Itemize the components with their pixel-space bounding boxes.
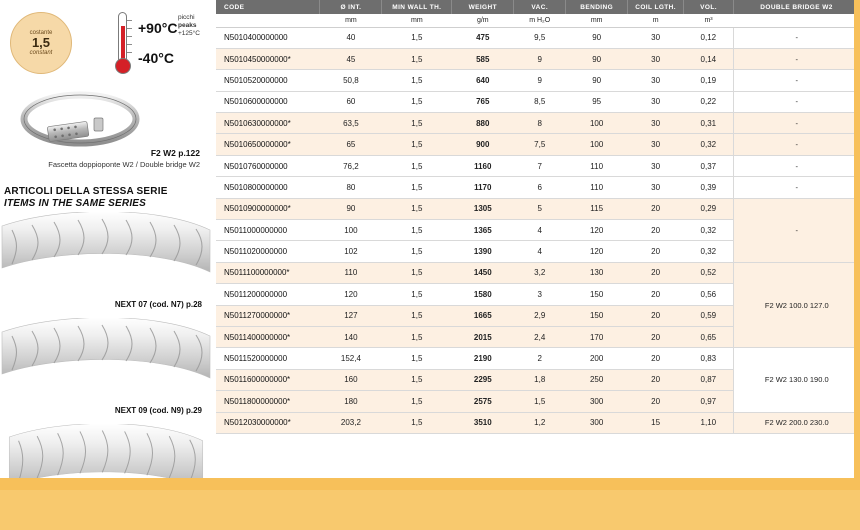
cell-double-bridge-w2: - bbox=[734, 91, 860, 112]
cell-coil-length: 20 bbox=[628, 326, 684, 347]
cell-min-wall-thickness: 1,5 bbox=[382, 348, 452, 369]
table-row bbox=[216, 262, 860, 283]
cell-volume: 0,29 bbox=[684, 198, 734, 219]
cell-internal-diameter: 90 bbox=[320, 198, 382, 219]
temperature-peaks bbox=[178, 14, 200, 38]
cell-double-bridge-w2: - bbox=[734, 134, 860, 155]
cell-vacuum: 2,9 bbox=[514, 305, 566, 326]
cell-vacuum: 2,4 bbox=[514, 326, 566, 347]
cell-volume: 0,37 bbox=[684, 155, 734, 176]
cell-bending: 300 bbox=[566, 391, 628, 412]
cell-product-code: N5010800000000 bbox=[216, 177, 320, 198]
table-units-row bbox=[216, 14, 860, 27]
unit-vacuum: m H₂O bbox=[514, 14, 566, 27]
bottom-color-band bbox=[0, 478, 860, 530]
cell-volume: 0,39 bbox=[684, 177, 734, 198]
cell-weight: 2295 bbox=[452, 369, 514, 390]
cell-product-code: N5011270000000* bbox=[216, 305, 320, 326]
cell-weight: 2015 bbox=[452, 326, 514, 347]
cell-weight: 1580 bbox=[452, 284, 514, 305]
cell-min-wall-thickness: 1,5 bbox=[382, 284, 452, 305]
cell-bending: 120 bbox=[566, 220, 628, 241]
cell-vacuum: 1,5 bbox=[514, 391, 566, 412]
cell-internal-diameter: 65 bbox=[320, 134, 382, 155]
cell-min-wall-thickness: 1,5 bbox=[382, 391, 452, 412]
cell-volume: 0,65 bbox=[684, 326, 734, 347]
cell-bending: 120 bbox=[566, 241, 628, 262]
cell-volume: 0,22 bbox=[684, 91, 734, 112]
cell-product-code: N5011600000000* bbox=[216, 369, 320, 390]
table-body bbox=[216, 27, 860, 433]
cell-double-bridge-w2: - bbox=[734, 70, 860, 91]
products-table bbox=[216, 0, 860, 434]
cell-double-bridge-w2: - bbox=[734, 113, 860, 134]
cell-min-wall-thickness: 1,5 bbox=[382, 369, 452, 390]
cell-product-code: N5010520000000 bbox=[216, 70, 320, 91]
table-row bbox=[216, 91, 860, 112]
cell-vacuum: 1,2 bbox=[514, 412, 566, 433]
cell-bending: 250 bbox=[566, 369, 628, 390]
cell-bending: 100 bbox=[566, 113, 628, 134]
cell-min-wall-thickness: 1,5 bbox=[382, 326, 452, 347]
cell-volume: 0,12 bbox=[684, 27, 734, 48]
cell-product-code: N5010400000000 bbox=[216, 27, 320, 48]
cell-volume: 1,10 bbox=[684, 412, 734, 433]
cell-weight: 900 bbox=[452, 134, 514, 155]
table-row bbox=[216, 113, 860, 134]
cell-internal-diameter: 110 bbox=[320, 262, 382, 283]
constant-badge bbox=[10, 12, 72, 74]
cell-weight: 3510 bbox=[452, 412, 514, 433]
cell-double-bridge-w2: - bbox=[734, 27, 860, 48]
cell-volume: 0,52 bbox=[684, 262, 734, 283]
cell-product-code: N5011400000000* bbox=[216, 326, 320, 347]
products-table-container bbox=[216, 0, 860, 434]
col-header-weight: WEIGHT bbox=[452, 0, 514, 14]
cell-double-bridge-w2: - bbox=[734, 177, 860, 198]
cell-internal-diameter: 160 bbox=[320, 369, 382, 390]
cell-internal-diameter: 76,2 bbox=[320, 155, 382, 176]
cell-internal-diameter: 45 bbox=[320, 48, 382, 69]
cell-vacuum: 2 bbox=[514, 348, 566, 369]
badge-top-label: costante bbox=[29, 29, 53, 36]
cell-coil-length: 20 bbox=[628, 391, 684, 412]
hose-illustration-next07 bbox=[0, 212, 212, 298]
cell-product-code: N5011000000000 bbox=[216, 220, 320, 241]
cell-bending: 90 bbox=[566, 70, 628, 91]
cell-vacuum: 6 bbox=[514, 177, 566, 198]
col-header-volume: VOL. bbox=[684, 0, 734, 14]
cell-bending: 150 bbox=[566, 284, 628, 305]
cell-product-code: N5010650000000* bbox=[216, 134, 320, 155]
cell-vacuum: 4 bbox=[514, 220, 566, 241]
cell-double-bridge-w2: F2 W2 100.0 127.0 bbox=[734, 262, 860, 348]
cell-vacuum: 9 bbox=[514, 48, 566, 69]
right-edge-accent-bar bbox=[854, 0, 860, 478]
cell-min-wall-thickness: 1,5 bbox=[382, 70, 452, 91]
cell-product-code: N5010600000000 bbox=[216, 91, 320, 112]
cell-min-wall-thickness: 1,5 bbox=[382, 262, 452, 283]
cell-min-wall-thickness: 1,5 bbox=[382, 48, 452, 69]
unit-weight: g/m bbox=[452, 14, 514, 27]
cell-volume: 0,14 bbox=[684, 48, 734, 69]
peaks-label-it: picchi bbox=[178, 14, 195, 21]
cell-vacuum: 7,5 bbox=[514, 134, 566, 155]
cell-bending: 130 bbox=[566, 262, 628, 283]
unit-min-wall-thickness: mm bbox=[382, 14, 452, 27]
clamp-caption-page-ref: F2 W2 p.122 bbox=[150, 148, 200, 158]
cell-vacuum: 8,5 bbox=[514, 91, 566, 112]
table-row bbox=[216, 198, 860, 219]
bottom-color-band-inner bbox=[0, 490, 860, 530]
cell-volume: 0,32 bbox=[684, 220, 734, 241]
cell-internal-diameter: 80 bbox=[320, 177, 382, 198]
col-header-vacuum: VAC. bbox=[514, 0, 566, 14]
cell-coil-length: 20 bbox=[628, 198, 684, 219]
cell-vacuum: 4 bbox=[514, 241, 566, 262]
unit-code bbox=[216, 14, 320, 27]
table-row bbox=[216, 48, 860, 69]
cell-double-bridge-w2: - bbox=[734, 155, 860, 176]
cell-product-code: N5011020000000 bbox=[216, 241, 320, 262]
cell-product-code: N5011800000000* bbox=[216, 391, 320, 412]
clamp-caption-description: Fascetta doppioponte W2 / Double bridge W2 bbox=[48, 160, 200, 169]
cell-bending: 90 bbox=[566, 48, 628, 69]
series-title-en: ITEMS IN THE SAME SERIES bbox=[4, 198, 147, 209]
cell-weight: 1305 bbox=[452, 198, 514, 219]
unit-coil-length: m bbox=[628, 14, 684, 27]
cell-weight: 585 bbox=[452, 48, 514, 69]
cell-double-bridge-w2: - bbox=[734, 198, 860, 262]
cell-volume: 0,59 bbox=[684, 305, 734, 326]
cell-volume: 0,87 bbox=[684, 369, 734, 390]
cell-weight: 1160 bbox=[452, 155, 514, 176]
cell-coil-length: 20 bbox=[628, 305, 684, 326]
cell-product-code: N5010760000000 bbox=[216, 155, 320, 176]
temperature-high: +90°C bbox=[138, 20, 178, 36]
unit-double-bridge-w2 bbox=[734, 14, 860, 27]
hose-illustration-next09 bbox=[0, 318, 212, 404]
cell-vacuum: 8 bbox=[514, 113, 566, 134]
cell-min-wall-thickness: 1,5 bbox=[382, 412, 452, 433]
cell-volume: 0,83 bbox=[684, 348, 734, 369]
cell-coil-length: 20 bbox=[628, 348, 684, 369]
table-row bbox=[216, 27, 860, 48]
cell-coil-length: 15 bbox=[628, 412, 684, 433]
unit-volume: m³ bbox=[684, 14, 734, 27]
cell-bending: 100 bbox=[566, 134, 628, 155]
cell-product-code: N5010900000000* bbox=[216, 198, 320, 219]
double-bridge-clamp-illustration bbox=[10, 88, 160, 150]
cell-double-bridge-w2: F2 W2 200.0 230.0 bbox=[734, 412, 860, 433]
cell-min-wall-thickness: 1,5 bbox=[382, 113, 452, 134]
badge-value: 1,5 bbox=[31, 35, 51, 51]
hose-label-next07: NEXT 07 (cod. N7) p.28 bbox=[114, 300, 202, 309]
cell-weight: 640 bbox=[452, 70, 514, 91]
table-row bbox=[216, 348, 860, 369]
cell-coil-length: 30 bbox=[628, 27, 684, 48]
cell-bending: 90 bbox=[566, 27, 628, 48]
cell-coil-length: 30 bbox=[628, 177, 684, 198]
cell-internal-diameter: 40 bbox=[320, 27, 382, 48]
cell-vacuum: 3,2 bbox=[514, 262, 566, 283]
cell-internal-diameter: 152,4 bbox=[320, 348, 382, 369]
cell-volume: 0,32 bbox=[684, 241, 734, 262]
cell-vacuum: 9,5 bbox=[514, 27, 566, 48]
cell-volume: 0,32 bbox=[684, 134, 734, 155]
table-row bbox=[216, 70, 860, 91]
cell-coil-length: 30 bbox=[628, 91, 684, 112]
col-header-coil-length: COIL LGTH. bbox=[628, 0, 684, 14]
cell-bending: 150 bbox=[566, 305, 628, 326]
cell-coil-length: 20 bbox=[628, 220, 684, 241]
table-row bbox=[216, 155, 860, 176]
col-header-min-wall-thickness: MIN WALL TH. bbox=[382, 0, 452, 14]
table-row bbox=[216, 177, 860, 198]
cell-double-bridge-w2: F2 W2 130.0 190.0 bbox=[734, 348, 860, 412]
cell-coil-length: 20 bbox=[628, 369, 684, 390]
table-header-row bbox=[216, 0, 860, 14]
cell-coil-length: 20 bbox=[628, 241, 684, 262]
cell-internal-diameter: 63,5 bbox=[320, 113, 382, 134]
cell-internal-diameter: 60 bbox=[320, 91, 382, 112]
cell-bending: 115 bbox=[566, 198, 628, 219]
cell-bending: 110 bbox=[566, 177, 628, 198]
temperature-low: -40°C bbox=[138, 50, 174, 66]
unit-internal-diameter: mm bbox=[320, 14, 382, 27]
table-row bbox=[216, 412, 860, 433]
cell-coil-length: 30 bbox=[628, 113, 684, 134]
cell-volume: 0,19 bbox=[684, 70, 734, 91]
col-header-code: CODE bbox=[216, 0, 320, 14]
cell-vacuum: 1,8 bbox=[514, 369, 566, 390]
cell-vacuum: 7 bbox=[514, 155, 566, 176]
cell-coil-length: 30 bbox=[628, 48, 684, 69]
cell-weight: 765 bbox=[452, 91, 514, 112]
cell-weight: 1390 bbox=[452, 241, 514, 262]
cell-min-wall-thickness: 1,5 bbox=[382, 198, 452, 219]
cell-min-wall-thickness: 1,5 bbox=[382, 91, 452, 112]
cell-internal-diameter: 50,8 bbox=[320, 70, 382, 91]
cell-volume: 0,97 bbox=[684, 391, 734, 412]
cell-coil-length: 20 bbox=[628, 262, 684, 283]
cell-weight: 2190 bbox=[452, 348, 514, 369]
cell-internal-diameter: 100 bbox=[320, 220, 382, 241]
unit-bending: mm bbox=[566, 14, 628, 27]
cell-product-code: N5011100000000* bbox=[216, 262, 320, 283]
cell-product-code: N5010630000000* bbox=[216, 113, 320, 134]
table-row bbox=[216, 134, 860, 155]
left-info-column bbox=[0, 0, 216, 530]
cell-volume: 0,56 bbox=[684, 284, 734, 305]
col-header-internal-diameter: Ø INT. bbox=[320, 0, 382, 14]
cell-weight: 1365 bbox=[452, 220, 514, 241]
cell-internal-diameter: 203,2 bbox=[320, 412, 382, 433]
cell-min-wall-thickness: 1,5 bbox=[382, 220, 452, 241]
cell-vacuum: 3 bbox=[514, 284, 566, 305]
peaks-value: +125°C bbox=[178, 30, 200, 38]
cell-min-wall-thickness: 1,5 bbox=[382, 177, 452, 198]
cell-internal-diameter: 102 bbox=[320, 241, 382, 262]
cell-internal-diameter: 180 bbox=[320, 391, 382, 412]
col-header-double-bridge-w2: DOUBLE BRIDGE W2 bbox=[734, 0, 860, 14]
cell-min-wall-thickness: 1,5 bbox=[382, 27, 452, 48]
cell-bending: 170 bbox=[566, 326, 628, 347]
cell-bending: 300 bbox=[566, 412, 628, 433]
cell-weight: 2575 bbox=[452, 391, 514, 412]
cell-min-wall-thickness: 1,5 bbox=[382, 134, 452, 155]
cell-coil-length: 30 bbox=[628, 155, 684, 176]
cell-weight: 1170 bbox=[452, 177, 514, 198]
cell-internal-diameter: 120 bbox=[320, 284, 382, 305]
cell-coil-length: 20 bbox=[628, 284, 684, 305]
cell-product-code: N5011520000000 bbox=[216, 348, 320, 369]
cell-coil-length: 30 bbox=[628, 134, 684, 155]
cell-double-bridge-w2: - bbox=[734, 48, 860, 69]
cell-min-wall-thickness: 1,5 bbox=[382, 155, 452, 176]
cell-weight: 1665 bbox=[452, 305, 514, 326]
cell-bending: 110 bbox=[566, 155, 628, 176]
cell-vacuum: 5 bbox=[514, 198, 566, 219]
cell-weight: 1450 bbox=[452, 262, 514, 283]
badge-bottom-label: constant bbox=[29, 49, 53, 56]
series-title-it: ARTICOLI DELLA STESSA SERIE bbox=[4, 186, 168, 197]
cell-weight: 880 bbox=[452, 113, 514, 134]
cell-product-code: N5012030000000* bbox=[216, 412, 320, 433]
cell-vacuum: 9 bbox=[514, 70, 566, 91]
cell-bending: 200 bbox=[566, 348, 628, 369]
cell-min-wall-thickness: 1,5 bbox=[382, 305, 452, 326]
cell-coil-length: 30 bbox=[628, 70, 684, 91]
hose-label-next09: NEXT 09 (cod. N9) p.29 bbox=[114, 406, 202, 415]
cell-bending: 95 bbox=[566, 91, 628, 112]
cell-volume: 0,31 bbox=[684, 113, 734, 134]
peaks-label-en: peaks bbox=[178, 22, 197, 30]
cell-product-code: N5010450000000* bbox=[216, 48, 320, 69]
cell-weight: 475 bbox=[452, 27, 514, 48]
col-header-bending: BENDING bbox=[566, 0, 628, 14]
cell-min-wall-thickness: 1,5 bbox=[382, 241, 452, 262]
cell-internal-diameter: 140 bbox=[320, 326, 382, 347]
thermometer-icon bbox=[112, 10, 134, 80]
cell-product-code: N5011200000000 bbox=[216, 284, 320, 305]
cell-internal-diameter: 127 bbox=[320, 305, 382, 326]
